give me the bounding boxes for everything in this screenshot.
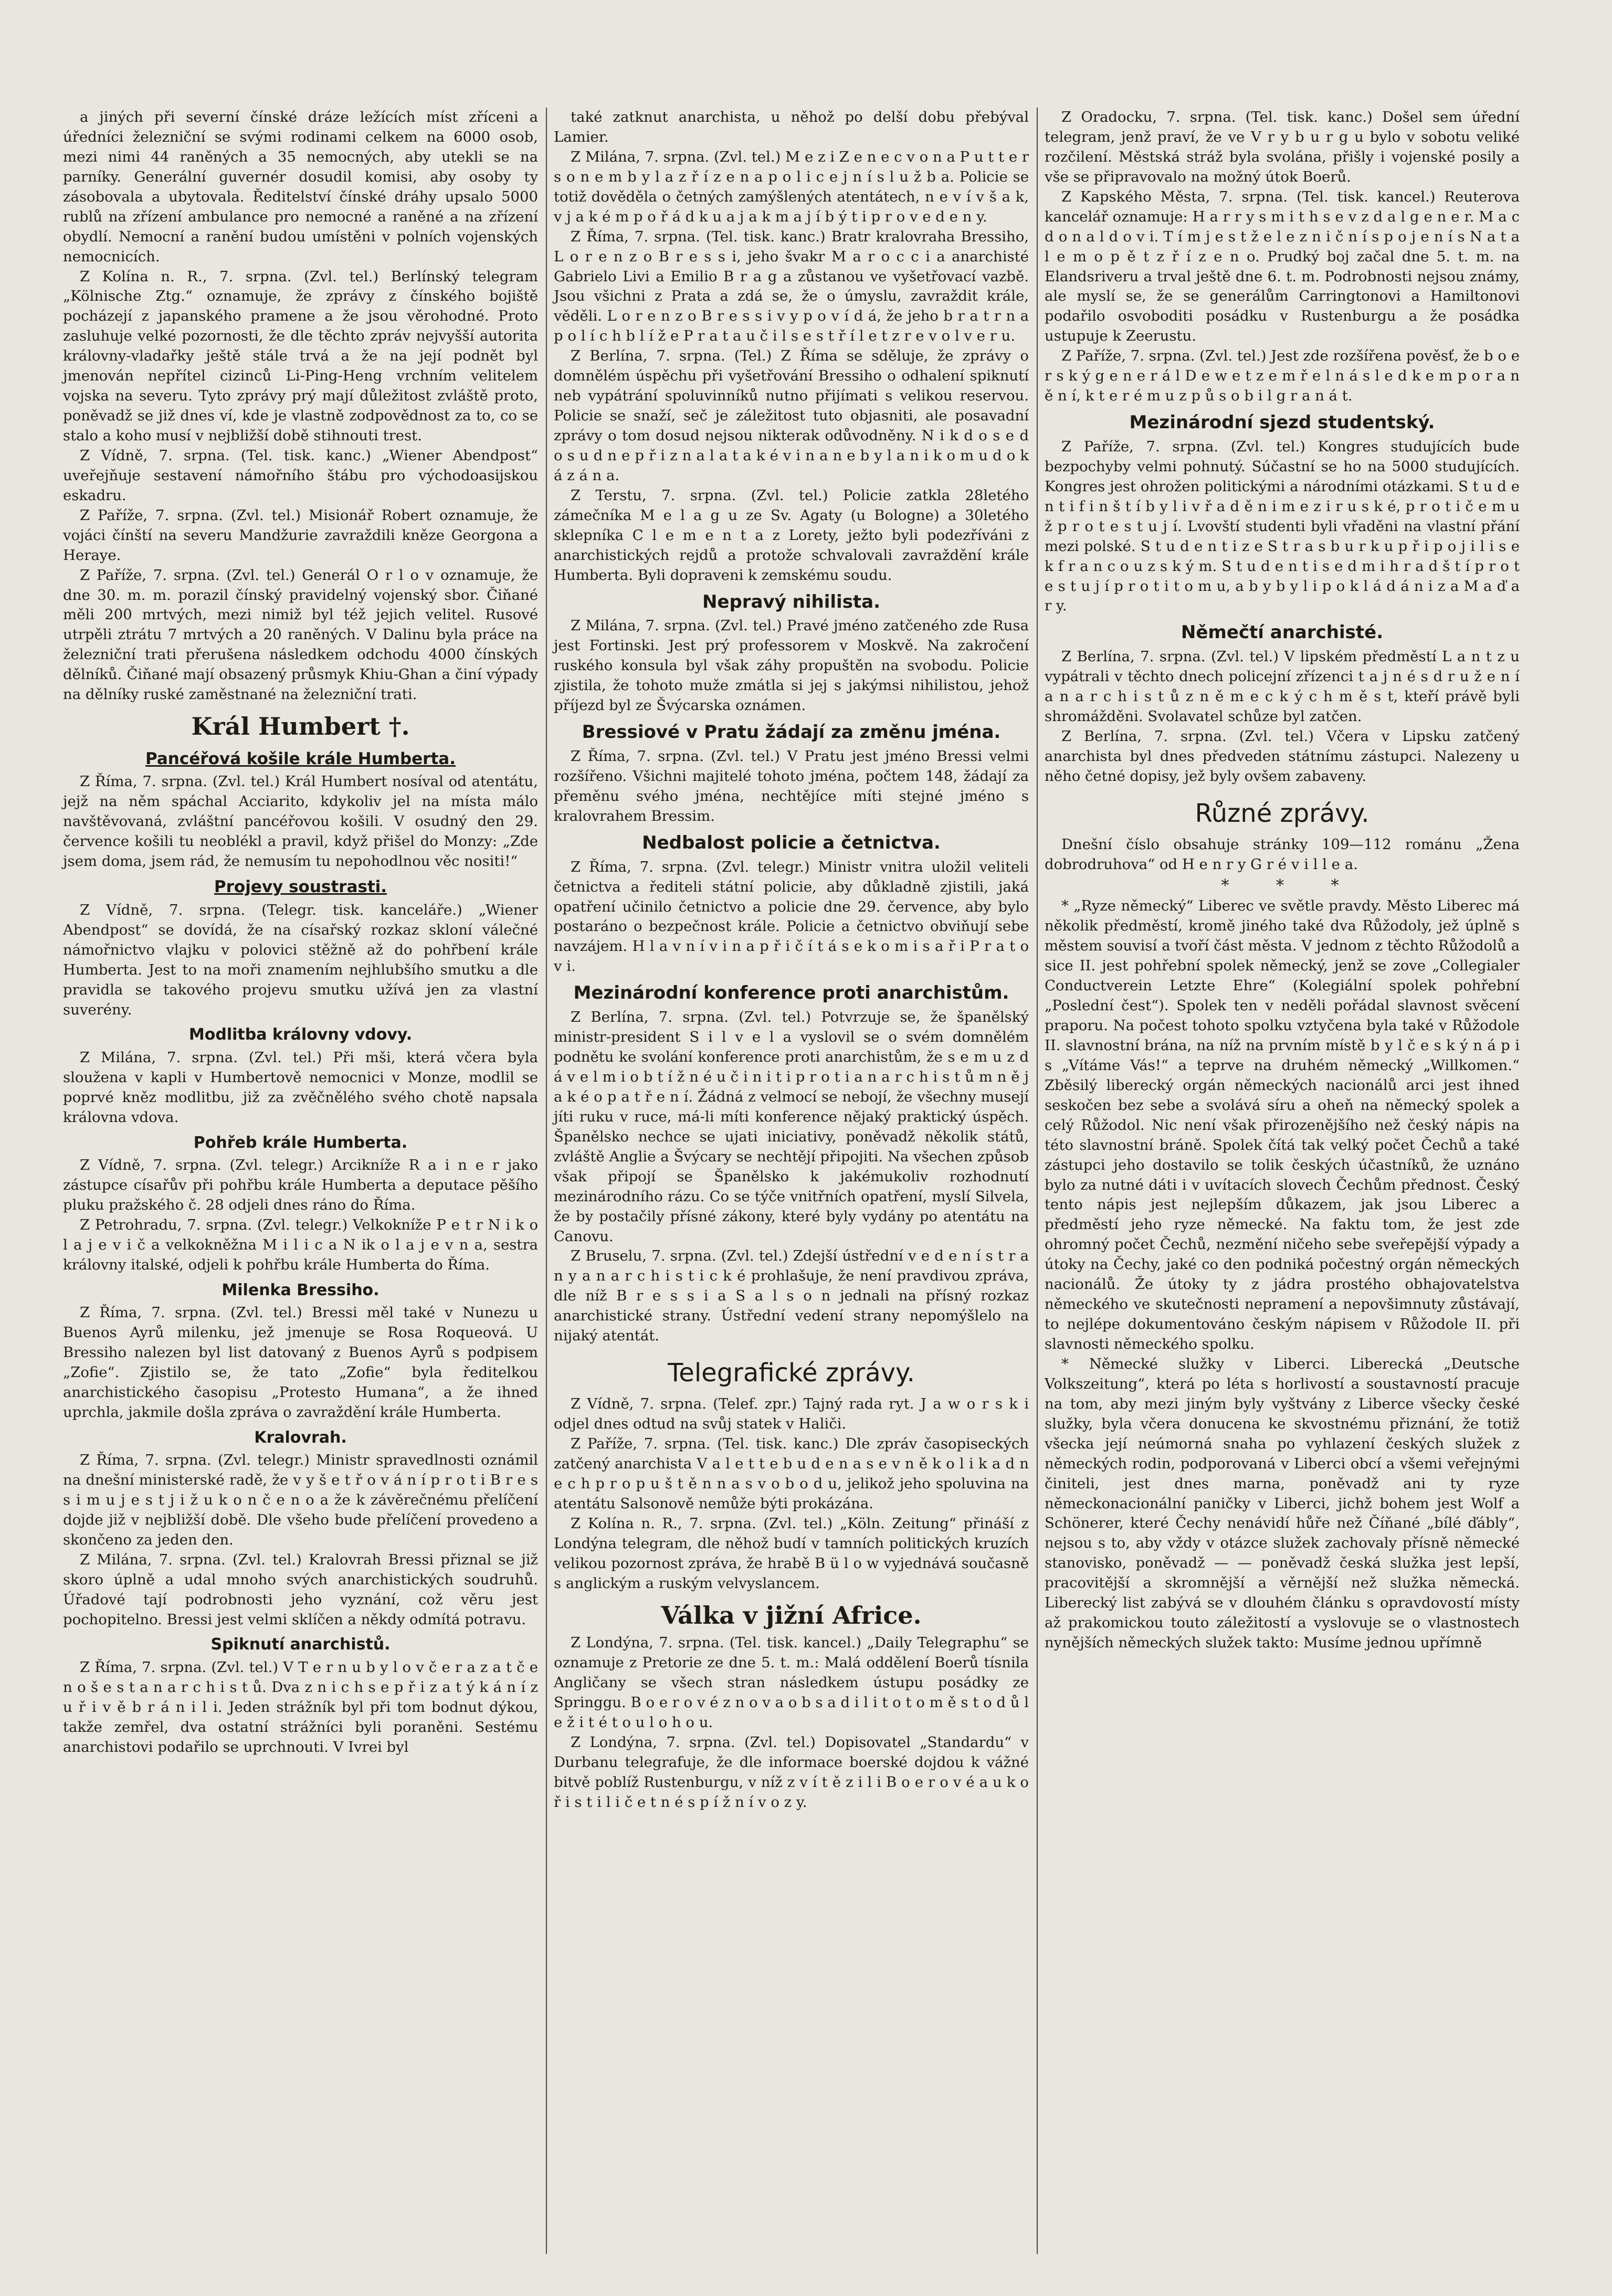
- article-paragraph: Z Kolína n. R., 7. srpna. (Zvl. tel.) Berlínský telegram „Kölnische Ztg.“ oznamuje, že zprávy z čínského bojiště pocházejí z japanského pramene a že jsou věrohodné. Proto zasluhuje velké pozornosti, že dle těchto zpráv nejvyšší autorita královny-vladařky ještě stále trvá a že na její podnět byl jmenován nepřítel cizinců Li-Ping-Heng vrchním velitelem vojska na severu. Tyto zprávy prý mají důležitost zvláště proto, poněvadž se již dnes ví, kde je vlastně zodpovědnost za to, co se stalo a koho musí v nejbližší době stihnouti trest.: [63, 268, 538, 444]
- article-paragraph: Z Paříže, 7. srpna. (Tel. tisk. kanc.) Dle zpráv časopiseckých zatčený anarchista V a l e t t e b u d e n a s e v n ě k o l i k a d n e c h p r o p u š t ě n n a s v o b o d u, jelikož jeho spoluvina na atentátu Salsonově nemůže býti prokázána.: [554, 1435, 1029, 1512]
- article-heading: Mezinárodní konference proti anarchistům.: [573, 982, 1009, 1004]
- article-heading: Nepravý nihilista.: [702, 591, 881, 612]
- article-paragraph: Z Milána, 7. srpna. (Zvl. tel.) Pravé jméno zatčeného zde Rusa jest Fortinski. Jest prý professorem v Moskvě. Na zakročení ruského konsula byl však záhy propuštěn na svobodu. Policie zjistila, že tohoto muže zmátla si jej s jakýmsi nihilistou, jehož příjezd byl ze Švýcarska oznámen.: [554, 617, 1029, 714]
- article-paragraph: Z Vídně, 7. srpna. (Telegr. tisk. kanceláře.) „Wiener Abendpost“ se dovídá, že na císařský rozkaz skloní válečné námořnictvo vlajku v polovici stěžně až do pohřbení krále Humberta. Jest to na moři znamením nejhlubšího smutku a dle pravidla se takového projevu smutku užívá jen za vlastní suverény.: [63, 901, 538, 1018]
- article-heading: Projevy soustrasti.: [214, 877, 387, 897]
- article-heading: Bressiové v Pratu žádají za změnu jména.: [582, 722, 1001, 743]
- column-3: [1045, 108, 1520, 1653]
- article-paragraph: Z Vídně, 7. srpna. (Tel. tisk. kanc.) „Wiener Abendpost“ uveřejňuje sestavení námořního štábu pro východoasijskou eskadru.: [63, 447, 538, 504]
- article-paragraph: Z Berlína, 7. srpna. (Tel.) Z Říma se sděluje, že zprávy o domnělém úspěchu při vyšetřování Bressiho o odhalení spiknutí neb vypátrání spoluvinníků nutno přijímati s velikou reservou. Policie se snaží, seč je záležitost tuto objasniti, ale posavadní zprávy o tom dosud nejsou nikterak odůvodněny. N i k d o s e d o s u d n e p ř i z n a l a t a k é v i n a n e b y l a n i k o m u d o k á z á n a.: [554, 347, 1029, 484]
- article-paragraph: Z Paříže, 7. srpna. (Zvl. tel.) Kongres studujících bude bezpochyby velmi pohnutý. Súčastní se ho na 5000 studujících. Kongres jest ohrožen politickými a národními otázkami. S t u d e n t i f i n š t í b y l i v ř a d ě n i m e z i r u s k é, p r o t i č e m u ž p r o t e s t u j í. Lvovští studenti byli vřaděni na vlastní přání mezi polské. S t u d e n t i z e S t r a s b u r k u p ř i p o j i l i s e k f r a n c o u z s k ý m. S t u d e n t i s e d m i h r a d š t í p r o t e s t u j í p r o t i t o m u, a b y b y l i p o k l á d á n i z a M a ď a r y.: [1045, 438, 1520, 615]
- article-paragraph: Dnešní číslo obsahuje stránky 109—112 románu „Žena dobrodruhova“ od H e n r y G r é v i l l e a.: [1045, 836, 1520, 873]
- article-heading: Milenka Bressiho.: [222, 1281, 380, 1299]
- article-paragraph: Z Terstu, 7. srpna. (Zvl. tel.) Policie zatkla 28letého zámečníka M e l a g u ze Sv. Agaty (u Bologne) a 30letého sklepníka C l e m e n t a z Lorety, ježto byli podezříváni z anarchistických rejdů a protože schvalovali zavraždění krále Humberta. Byli dopraveni k zemskému soudu.: [554, 486, 1029, 584]
- newspaper-page: [63, 108, 1554, 2254]
- article-heading: Mezinárodní sjezd studentský.: [1129, 412, 1435, 433]
- article-paragraph: Z Londýna, 7. srpna. (Zvl. tel.) Dopisovatel „Standardu“ v Durbanu telegrafuje, že dle informace boerské dojdou k vážné bitvě poblíž Rustenburgu, v níž z v í t ě z i l i B o e r o v é a u k o ř i s t i l i č e t n é s p í ž n í v o z y.: [554, 1733, 1029, 1811]
- article-heading: Pohřeb krále Humberta.: [193, 1133, 408, 1152]
- article-paragraph: také zatknut anarchista, u něhož po delší dobu přebýval Lamier.: [554, 109, 1029, 145]
- article-paragraph: Z Říma, 7. srpna. (Zvl. tel.) V Pratu jest jméno Bressi velmi rozšířeno. Všichni majitelé tohoto jména, počtem 148, žádají za přeměnu svého jména, nechtějíce míti stejné jméno s kralovrahem Bressim.: [554, 748, 1029, 824]
- article-paragraph: Z Oradocku, 7. srpna. (Tel. tisk. kanc.) Došel sem úřední telegram, jenž praví, že ve V r y b u r g u bylo v sobotu veliké rozčilení. Městská stráž byla svolána, přišly i vojenské posily a vše se připravovalo na možný útok Boerů.: [1045, 109, 1520, 185]
- article-paragraph: Z Paříže, 7. srpna. (Zvl. tel.) Jest zde rozšířena pověsť, že b o e r s k ý g e n e r á l D e w e t z e m ř e l n á s l e d k e m p o r a n ě n í, k t e r é m u z p ů s o b i l g r a n á t.: [1045, 347, 1520, 405]
- article-heading: Modlitba královny vdovy.: [188, 1025, 413, 1044]
- article-paragraph: Z Bruselu, 7. srpna. (Zvl. tel.) Zdejší ústřední v e d e n í s t r a n y a n a r c h i s t i c k é prohlašuje, že není pravdivou zpráva, dle níž B r e s s i a S a l s o n jednali na přísný rozkaz anarchistické strany. Ústřední vedení strany nepomýšlelo na nijaký atentát.: [554, 1247, 1029, 1345]
- article-paragraph: Z Paříže, 7. srpna. (Zvl. tel.) Misionář Robert oznamuje, že vojáci čínští na severu Mandžurie zavraždili kněze Georgona a Heraye.: [63, 506, 538, 564]
- article-paragraph: Z Milána, 7. srpna. (Zvl. tel.) Kralovrah Bressi přiznal se již skoro úplně a udal mnoho svých anarchistických soudruhů. Úřadové tají podrobnosti jeho vyznání, což věru jest pochopitelno. Bressi jest velmi sklíčen a někdy odmítá potravu.: [63, 1551, 538, 1628]
- article-heading: Kralovrah.: [254, 1428, 347, 1447]
- column-rule: [546, 108, 547, 2254]
- article-heading: Spiknutí anarchistů.: [210, 1635, 391, 1654]
- column-2: [554, 108, 1029, 1813]
- section-headline: Různé zprávy.: [1195, 798, 1369, 828]
- article-paragraph: Z Kolína n. R., 7. srpna. (Zvl. tel.) „Köln. Zeitung“ přináší z Londýna telegram, dle něhož budí v tamních politických kruzích velikou pozornost zpráva, že hrabě B ü l o w vyjednává současně s anglickým a ruským velvyslancem.: [554, 1515, 1029, 1592]
- article-heading: Nedbalost policie a četnictva.: [642, 832, 941, 853]
- article-paragraph: Z Berlína, 7. srpna. (Zvl. tel.) V lipském předměstí L a n t z u vypátrali v těchto dnech policejní zřízenci t a j n é s d r u ž e n í a n a r c h i s t ů z n ě m e c k ý c h m ě s t, kteří právě byli shromážděni. Svolavatel schůze byl zatčen.: [1045, 648, 1520, 725]
- article-paragraph: Z Říma, 7. srpna. (Tel. tisk. kanc.) Bratr kralovraha Bressiho, L o r e n z o B r e s s i, jeho švakr M a r o c c i a anarchisté Gabrielo Livi a Emilio B r a g a zůstanou ve vyšetřovací vazbě. Jsou všichni z Prata a zdá se, že o úmyslu, zavraždit krále, věděli. L o r e n z o B r e s s i v y p o v í d á, že jeho b r a t r n a p o l í c h b l í ž e P r a t a u č i l s e s t ř í l e t z r e v o l v e r u.: [554, 228, 1029, 345]
- article-paragraph: Z Říma, 7. srpna. (Zvl. tel.) V T e r n u b y l o v č e r a z a t č e n o š e s t a n a r c h i s t ů. Dva z n i c h s e p ř i z a t ý k á n í z u ř i v ě b r á n i l i. Jeden strážník byl při tom bodnut dýkou, takže zemřel, dva ostatní strážníci byli poraněni. Sestému anarchistovi podařilo se uprchnouti. V Ivrei byl: [63, 1658, 538, 1755]
- article-paragraph: Z Berlína, 7. srpna. (Zvl. tel.) Potvrzuje se, že španělský ministr-president S i l v e l a vyslovil se o svém domnělém podnětu ke svolání konference proti anarchistům, že s e m u z d á v e l m i o b t í ž n é u č i n i t i p r o t i a n a r c h i s t ů m n ě j a k é o p a t ř e n í. Žádná z velmocí se nebojí, že všechny musejí jíti ruku v ruce, má-li míti konference nějaký praktický úspěch. Španělsko nechce se ujati iniciativy, poněvadž několik států, zvláště Anglie a Švýcary se nechtějí připojiti. Na všechen způsob však připojí se Španělsko k jakémukoliv rozhodnutí mezinárodního rázu. Co se týče vnitřních opatření, myslí Silvela, že by postačily přísné zákony, které byly vydány po atentátu na Canovu.: [554, 1009, 1029, 1245]
- article-paragraph: Z Vídně, 7. srpna. (Telef. zpr.) Tajný rada ryt. J a w o r s k i odjel dnes odtud na svůj statek v Haliči.: [554, 1395, 1029, 1433]
- article-paragraph: * Německé služky v Liberci. Liberecká „Deutsche Volkszeitung“, která po léta s horlivostí a soustavností pracuje na tom, aby mezi jiným byly vyštvány z Liberce všecky české služky, byla včera donucena ke skvostnému přiznání, že totiž všecka její neúmorná snaha po vyhlazení českých služek z německých rodin, podporovaná v Liberci obcí a všemi veřejnými činiteli, jest dnes marna, poněvadž ani ty ryze německonacionální paničky v Liberci, jichž bohem jest Wolf a Schönerer, které Čechy nenávidí hůře než Číňané „bílé ďábly“, nejsou s to, aby vždy v otázce služek zachovaly přísně německé stanovisko, poněvadž — — poněvadž česká služka jest lepší, pracovitější a skromnější a věrnější než služka německá. Liberecký list zabývá se v dlouhém článku s opravdovostí místy až prakomickou touto záležitostí a vyslovuje se o vlastnostech nynějších německých služek takto: Musíme jednou upřímně: [1045, 1355, 1520, 1652]
- column-rule: [1037, 108, 1038, 2254]
- article-paragraph: Z Říma, 7. srpna. (Zvl. tel.) Král Humbert nosíval od atentátu, jejž na něm spáchal Acciarito, kdykoliv jel na místa málo navštěvovaná, zvláštní pancéřovou košili. V osudný den 29. července košili tu neoblékl a pravil, když přišel do Monzy: „Zde jsem doma, jsem rád, že nemusím tu nepohodlnou věc nositi!“: [63, 773, 538, 870]
- article-paragraph: Z Berlína, 7. srpna. (Zvl. tel.) Včera v Lipsku zatčený anarchista byl dnes předveden státnímu zástupci. Nalezeny u něho četné dopisy, jež byly ovšem zabaveny.: [1045, 728, 1520, 785]
- article-paragraph: Z Říma, 7. srpna. (Zvl. telegr.) Ministr vnitra uložil veliteli četnictva a řediteli státní policie, aby důkladně zjistili, jaká opatření učinilo četnictvo a policie dne 29. července, aby bylo postaráno o bezpečnost krále. Policie a četnictvo obviňují sebe navzájem. H l a v n í v i n a p ř i č í t á s e k o m i s a ř i P r a t o v i.: [554, 858, 1029, 975]
- article-paragraph: Z Petrohradu, 7. srpna. (Zvl. telegr.) Velkokníže P e t r N i k o l a j e v i č a velkokněžna M i l i c a N ik o l a j e v n a, sestra královny italské, odjeli k pohřbu krále Humberta do Říma.: [63, 1216, 538, 1273]
- article-paragraph: Z Paříže, 7. srpna. (Zvl. tel.) Generál O r l o v oznamuje, že dne 30. m. m. porazil čínský pravidelný vojenský sbor. Čiňané měli 200 mrtvých, mezi nimiž byl též jejich velitel. Rusové utrpěli ztrátu 7 mrtvých a 20 raněných. V Dalinu byla práce na železniční trati přerušena následkem odchodu 4000 čínských dělníků. Čiňané mají obsazený průsmyk Khiu-Ghan a činí výpady na dělníky ruské zaměstnané na železniční trati.: [63, 566, 538, 703]
- article-paragraph: * „Ryze německý“ Liberec ve světle pravdy. Město Liberec má několik předměstí, kromě jiného také dva Růžodoly, jež úplně s městem souvisí a tvoří část města. V jednom z těchto Růžodolů a sice II. jest pohřební spolek německý, jenž se zove „Collegialer Conductverein Letzte Ehre“ (Kolegiální spolek pohřební „Poslední čest“). Spolek ten v neděli pořádal slavnost svěcení praporu. Na počest tohoto spolku vztyčena byla také v Růžodole II. slavnostní brána, na níž na prvním místě b y l č e s k ý n á p i s „Vítáme Vás!“ a teprve na druhém německý „Willkomen.“ Zběsilý liberecký orgán německých nacionálů arci jest ihned seskočen bez sebe a svolává síru a oheň na německý spolek a celý Růžodol. Nic není však přirozenějšího než český nápis na této slavnostní bráně. Spolek čítá tak velký počet Čechů a také zástupci jeho dostavilo se tolik českých účastníků, že uznáno bylo za nutné dáti i v uvítacích slovech Čechům přednost. Český tento nápis jest nejlepším důkazem, jak jsou Liberec a předměstí jeho ryze německé. Na faktu tom, že jest zde ohromný počet Čechů, nezmění ničeho sebe sveřepější výpady a útoky na Čechy, jaké co den podniká počestný orgán německých nacionálů. Že útoky ty z jádra prostého obhajovatelstva německého ve skutečnosti nepramení a nepovšimnuty zůstávají, to nejlépe dokumentováno českým nápisem v Růžodole II. při slavnosti německého spolku.: [1045, 897, 1520, 1352]
- section-headline: Válka v jižní Africe.: [661, 1601, 922, 1630]
- article-paragraph: Z Milána, 7. srpna. (Zvl. tel.) Při mši, která včera byla sloužena v kapli v Humbertově nemocnici v Monze, modlil se poprvé kněz modlitbu, již za zvěčnělého svého chotě napsala královna vdova.: [63, 1049, 538, 1126]
- article-paragraph: Z Říma, 7. srpna. (Zvl. tel.) Bressi měl také v Nunezu u Buenos Ayrů milenku, jež jmenuje se Rosa Roqueová. U Bressiho nalezen byl list datovaný z Buenos Ayrů s podpisem „Zofie“. Zjistilo se, že tato „Zofie“ byla ředitelkou anarchistického časopisu „Protesto Humana“, a že ihned uprchla, jakmile došla zpráva o zavraždění krále Humberta.: [63, 1304, 538, 1421]
- column-1: [63, 108, 538, 1758]
- section-headline: Král Humbert †.: [191, 712, 410, 741]
- section-headline: Telegrafické zprávy.: [668, 1358, 915, 1388]
- article-paragraph: Z Londýna, 7. srpna. (Tel. tisk. kancel.) „Daily Telegraphu“ se oznamuje z Pretorie ze dne 5. t. m.: Malá oddělení Boerů tísnila Angličany se všech stran následkem ústupu posádky ze Springgu. B o e r o v é z n o v a o b s a d i l i t o t o m ě s t o d ů l e ž i t é t o u l o h o u.: [554, 1634, 1029, 1731]
- article-paragraph: a jiných při severní čínské dráze ležících míst zříceni a úředníci železniční se svými rodinami celkem na 6000 osob, mezi nimi 44 raněných a 35 nemocných, aby utekli se na parníky. Generální guvernér dosudil komisi, aby osoby ty zásobovala a ubytovala. Ředitelství čínské dráhy upsalo 5000 rublů na zřízení ambulance pro nemocné a raněné a na zřízení obydlí. Nemocní a ranění budou umístěni v polních vojenských nemocnicích.: [63, 109, 538, 265]
- article-paragraph: Z Kapského Města, 7. srpna. (Tel. tisk. kancel.) Reuterova kancelář oznamuje: H a r r y s m i t h s e v z d a l g e n e r. M a c d o n a l d o v i. T í m j e s t ž e l e z n i č n í s p o j e n í s N a t a l e m o p ě t z ř í z e n o. Prudký boj začal dne 5. t. m. na Elandsriveru a trval ještě dne 6. t. m. Podrobnosti nejsou známy, ale myslí se, že se generálům Carringtonovi a Hamiltonovi podařilo osvoboditi posádku v Rustenburgu a že posádka ustupuje k Zeerustu.: [1045, 188, 1520, 345]
- article-paragraph: Z Vídně, 7. srpna. (Zvl. telegr.) Arcikníže R a i n e r jako zástupce císařův při pohřbu krále Humberta a deputace pěšího pluku pražského č. 28 odjeli dnes ráno do Říma.: [63, 1156, 538, 1213]
- article-heading: Němečtí anarchisté.: [1181, 622, 1384, 643]
- article-heading: Pancéřová košile krále Humberta.: [145, 749, 456, 768]
- article-paragraph: Z Milána, 7. srpna. (Zvl. tel.) M e z i Z e n e c v o n a P u t t e r s o n e m b y l a z ř í z e n a p o l i c e j n í s l u ž b a. Policie se totiž dověděla o četných zamýšlených atentátech, n e v í v š a k, v j a k é m p o ř á d k u a j a k m a j í b ý t i p r o v e d e n y.: [554, 148, 1029, 225]
- article-paragraph: Z Říma, 7. srpna. (Zvl. telegr.) Ministr spravedlnosti oznámil na dnešní ministerské radě, že v y š e t ř o v á n í p r o t i B r e s s i m u j e s t j i ž u k o n č e n o a že k závěrečnému přelíčení dojde již v nejbližší době. Dle všeho bude přelíčení provedeno a skončeno za jeden den.: [63, 1452, 538, 1548]
- separator-stars: * * *: [1221, 876, 1360, 895]
